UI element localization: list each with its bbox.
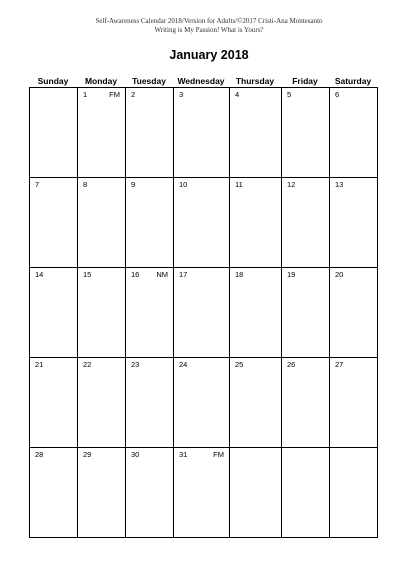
empty-day-cell: [230, 448, 282, 538]
day-cell-10: [174, 178, 230, 268]
day-number: 26: [287, 360, 296, 369]
day-cell-11: [230, 178, 282, 268]
day-number: 3: [179, 90, 184, 99]
day-number: 10: [179, 180, 188, 189]
day-cell-22: [78, 358, 126, 448]
day-cell-25: [230, 358, 282, 448]
moon-phase-label: FM: [213, 450, 224, 459]
moon-phase-label: FM: [109, 90, 120, 99]
day-number: 2: [131, 90, 136, 99]
day-cell-7: [30, 178, 78, 268]
day-number: 31: [179, 450, 188, 459]
day-cell-13: [330, 178, 378, 268]
day-cell-9: [126, 178, 174, 268]
tagline: Writing is My Passion! What is Yours?: [154, 26, 264, 34]
day-number: 19: [287, 270, 296, 279]
day-number: 20: [335, 270, 344, 279]
day-number: 6: [335, 90, 340, 99]
weekday-monday: Monday: [84, 76, 118, 86]
day-number: 15: [83, 270, 92, 279]
day-cell-19: [282, 268, 330, 358]
day-cell-20: [330, 268, 378, 358]
day-number: 27: [335, 360, 344, 369]
empty-day-cell: [282, 448, 330, 538]
empty-day-cell: [30, 88, 78, 178]
day-number: 30: [131, 450, 140, 459]
day-cell-18: [230, 268, 282, 358]
day-cell-4: [230, 88, 282, 178]
calendar-grid: [29, 87, 378, 538]
day-cell-3: [174, 88, 230, 178]
day-cell-26: [282, 358, 330, 448]
day-number: 16: [131, 270, 140, 279]
day-cell-14: [30, 268, 78, 358]
day-number: 7: [35, 180, 40, 189]
weekday-tuesday: Tuesday: [132, 76, 166, 86]
day-number: 28: [35, 450, 44, 459]
day-cell-17: [174, 268, 230, 358]
day-number: 21: [35, 360, 44, 369]
copyright-line: Self-Awareness Calendar 2018/Version for Adults/©2017 Cristi-Ana Montesanto: [95, 17, 323, 25]
day-number: 1: [83, 90, 88, 99]
empty-day-cell: [330, 448, 378, 538]
day-cell-2: [126, 88, 174, 178]
day-number: 29: [83, 450, 92, 459]
weekday-friday: Friday: [292, 76, 318, 86]
day-number: 24: [179, 360, 188, 369]
day-number: 8: [83, 180, 88, 189]
day-number: 17: [179, 270, 188, 279]
weekday-header-row: [29, 75, 377, 87]
weekday-saturday: Saturday: [334, 76, 372, 86]
day-cell-28: [30, 448, 78, 538]
moon-phase-label: NM: [156, 270, 168, 279]
day-number: 9: [131, 180, 136, 189]
day-cell-1: [78, 88, 126, 178]
day-number: 23: [131, 360, 140, 369]
day-cell-8: [78, 178, 126, 268]
day-number: 13: [335, 180, 344, 189]
day-number: 22: [83, 360, 92, 369]
day-cell-29: [78, 448, 126, 538]
day-cell-6: [330, 88, 378, 178]
day-cell-12: [282, 178, 330, 268]
weekday-wednesday: Wednesday: [177, 76, 225, 86]
page-header: [0, 17, 418, 35]
day-number: 18: [235, 270, 244, 279]
weekday-sunday: Sunday: [37, 76, 69, 86]
day-cell-23: [126, 358, 174, 448]
day-cell-16: [126, 268, 174, 358]
month-title: January 2018: [169, 48, 249, 62]
day-cell-21: [30, 358, 78, 448]
day-number: 5: [287, 90, 292, 99]
day-number: 12: [287, 180, 296, 189]
day-cell-5: [282, 88, 330, 178]
day-cell-15: [78, 268, 126, 358]
weekday-thursday: Thursday: [235, 76, 275, 86]
day-cell-27: [330, 358, 378, 448]
day-number: 14: [35, 270, 44, 279]
day-cell-24: [174, 358, 230, 448]
day-number: 11: [235, 180, 243, 189]
day-number: 25: [235, 360, 244, 369]
day-number: 4: [235, 90, 240, 99]
day-cell-31: [174, 448, 230, 538]
day-cell-30: [126, 448, 174, 538]
